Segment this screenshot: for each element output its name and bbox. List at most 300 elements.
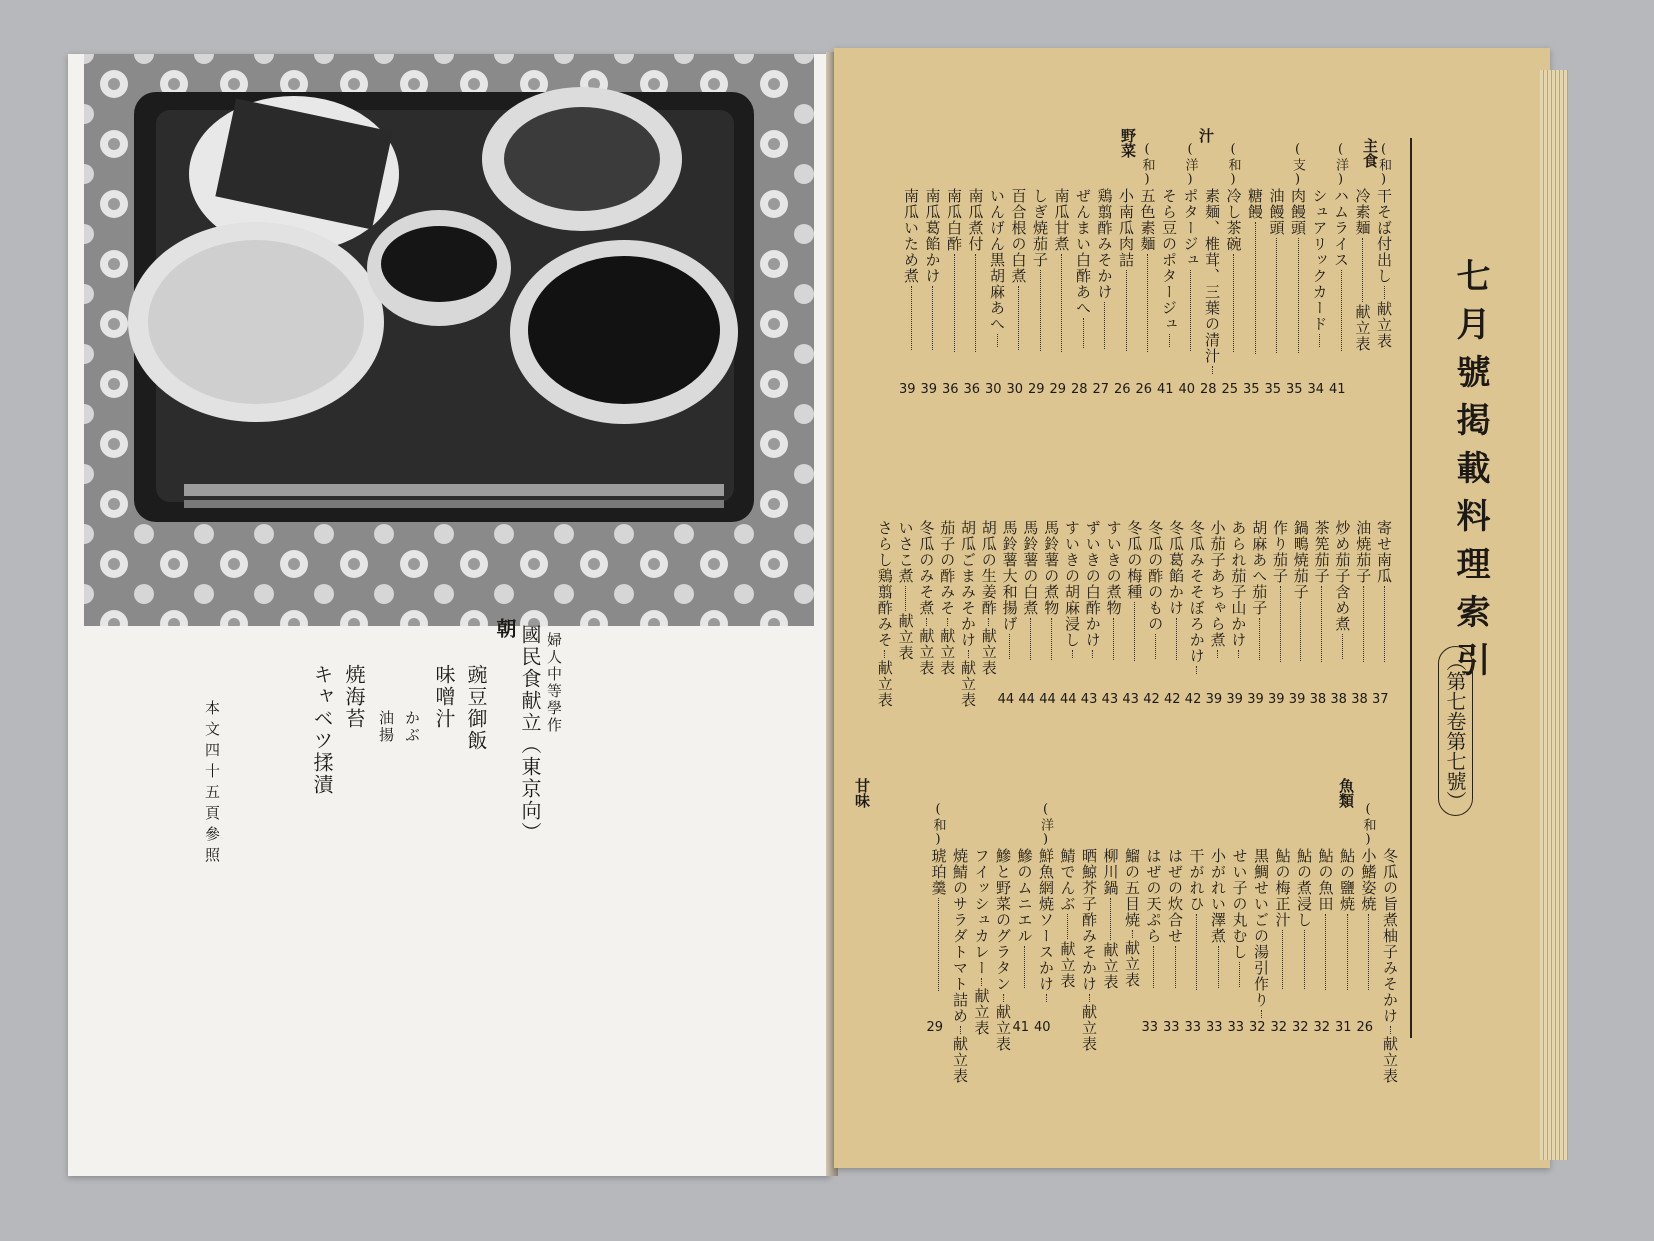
entry-page-number: 39 <box>920 382 938 397</box>
entry-page-number: 38 <box>1309 692 1327 707</box>
entry-dish-name: 鯖でんぶ <box>1058 848 1077 912</box>
index-entry <box>1052 188 1073 378</box>
entry-dish-name: 小鰭姿焼 <box>1359 848 1378 912</box>
index-entry <box>950 848 971 1084</box>
entry-page-number: 28 <box>1071 382 1088 397</box>
entry-dish-name: 鮎の魚田 <box>1316 848 1335 912</box>
entry-dish-name: しぎ焼茄子 <box>1031 188 1049 268</box>
entry-dish-name: 干がれひ <box>1187 848 1206 912</box>
index-entry <box>901 188 922 378</box>
entry-leader-dots <box>1155 634 1156 659</box>
entry-leader-dots <box>1051 618 1052 660</box>
entry-page-number: 33 <box>1163 1020 1180 1035</box>
entry-dish-name: 肉饅頭 <box>1289 188 1307 236</box>
entry-menu-ref: 献立表 <box>1353 304 1372 352</box>
entry-page-number: 32 <box>1249 1020 1266 1035</box>
entry-dish-name: 柳川鍋 <box>1101 848 1120 896</box>
entry-menu-ref: 献立表 <box>1381 1036 1399 1084</box>
entry-dish-name: フイッシュカレー <box>972 848 991 976</box>
entry-menu-ref: 献立表 <box>1058 941 1077 989</box>
entry-leader-dots <box>1092 650 1093 658</box>
entry-page-number: 29 <box>926 1020 944 1035</box>
entry-dish-name: はぜの炊合せ <box>1166 848 1184 944</box>
entry-page-number: 36 <box>942 382 959 397</box>
entry-leader-dots <box>947 618 948 626</box>
index-entry <box>1124 520 1145 688</box>
entry-dish-name: 鰺と野菜のグラタン <box>994 848 1012 992</box>
entry-leader-dots <box>1238 650 1239 658</box>
entry-page-number: 32 <box>1292 1020 1309 1035</box>
entry-page-number: 39 <box>899 382 916 397</box>
entry-leader-dots <box>1067 914 1068 939</box>
index-entry <box>1165 848 1186 1016</box>
entry-dish-name: 冬瓜の酢のもの <box>1146 520 1165 632</box>
menu-item: キャベツ揉漬 <box>310 664 334 796</box>
entry-leader-dots <box>1218 946 1219 988</box>
entry-leader-dots <box>1061 254 1062 352</box>
index-entry <box>1187 848 1208 1016</box>
entry-dish-name: 胡麻あへ茄子 <box>1250 520 1269 616</box>
entry-dish-name: 南瓜甘煮 <box>1052 188 1071 252</box>
index-entry <box>1224 188 1245 378</box>
index-entry <box>1267 188 1288 378</box>
index-entry <box>1291 520 1312 688</box>
index-entry <box>1331 188 1352 378</box>
entry-dish-name: せい子の丸むし <box>1230 848 1249 960</box>
entry-dish-name: 馬鈴薯の煮物 <box>1042 520 1061 616</box>
entry-leader-dots <box>1217 650 1218 658</box>
index-entry <box>1030 188 1051 378</box>
entry-leader-dots <box>1239 962 1240 987</box>
entry-dish-name: 寄せ南瓜 <box>1375 520 1393 584</box>
index-entry <box>923 188 944 378</box>
entry-page-number: 30 <box>985 382 1002 397</box>
index-entry <box>1083 520 1104 688</box>
entry-dish-name: すいきの胡麻浸し <box>1063 520 1081 648</box>
entry-dish-name: いさこ煮 <box>896 520 915 584</box>
menu-item: 焼海苔 <box>342 664 366 730</box>
index-entry <box>1000 520 1021 688</box>
entry-menu-ref: 献立表 <box>938 628 957 676</box>
entry-menu-ref: 献立表 <box>896 613 915 661</box>
left-page <box>68 54 830 1176</box>
entry-style-label: (洋) <box>1333 142 1348 188</box>
entry-dish-name: 鶏翦酢みそかけ <box>1095 188 1114 300</box>
entry-leader-dots <box>932 286 933 350</box>
menu-item: かぶ <box>403 710 421 744</box>
index-entry <box>937 520 958 688</box>
index-entry <box>896 520 917 688</box>
entry-page-number: 39 <box>1268 692 1285 707</box>
entry-dish-name: 黒鯛せいごの湯引作り <box>1252 848 1270 1008</box>
entry-leader-dots <box>1384 586 1385 662</box>
entry-style-label: (和) <box>1360 802 1376 848</box>
menu-author: 婦人中等學作 <box>545 632 563 734</box>
entry-dish-name: ハムライス <box>1332 188 1350 268</box>
index-entry <box>1095 188 1116 378</box>
entry-leader-dots <box>1196 666 1197 674</box>
entry-dish-name: 冬瓜のみそ煮 <box>917 520 936 616</box>
entry-leader-dots <box>1113 618 1114 660</box>
entry-leader-dots <box>1368 914 1369 990</box>
entry-page-number: 25 <box>1221 382 1239 397</box>
index-entry <box>1073 188 1094 378</box>
entry-page-number: 32 <box>1313 1020 1331 1035</box>
entry-dish-name: 干そば付出し <box>1375 188 1393 284</box>
entry-page-number: 39 <box>1288 692 1306 707</box>
index-entry <box>979 520 1000 688</box>
entry-page-number: 41 <box>1012 1020 1030 1035</box>
entry-menu-ref: 献立表 <box>972 988 991 1036</box>
entry-style-label: (和) <box>930 802 946 848</box>
entry-leader-dots <box>1126 270 1127 351</box>
entry-leader-dots <box>1321 586 1322 662</box>
index-entry <box>1058 848 1079 1016</box>
entry-dish-name: 冷素麺 <box>1353 188 1372 236</box>
title-rule <box>1410 138 1412 1038</box>
index-entry <box>1374 188 1395 378</box>
entry-leader-dots <box>1175 946 1176 988</box>
entry-dish-name: 南瓜白酢 <box>945 188 963 252</box>
entry-page-number: 33 <box>1184 1020 1202 1035</box>
index-entry <box>1380 848 1401 1084</box>
entry-leader-dots <box>1083 318 1084 348</box>
section-label-sweets: 甘味 <box>853 778 871 808</box>
index-entry <box>993 848 1014 1052</box>
entry-dish-name: 南瓜煮付 <box>966 188 985 252</box>
entry-leader-dots <box>1259 618 1260 660</box>
entry-page-number: 43 <box>1101 692 1119 707</box>
entry-leader-dots <box>1030 618 1031 660</box>
entry-dish-name: 油饅頭 <box>1267 188 1286 236</box>
entry-dish-name: 焼鯖のサラダトマト詰め <box>951 848 969 1024</box>
entry-dish-name: 鮮魚網焼ソースかけ <box>1037 848 1055 992</box>
menu-title: 國民食献立（東京向） <box>518 624 542 844</box>
entry-dish-name: 作り茄子 <box>1271 520 1289 584</box>
entry-dish-name: そら豆のポタージュ <box>1160 188 1178 332</box>
entry-dish-name: 鮎の鹽焼 <box>1338 848 1356 912</box>
entry-page-number: 37 <box>1372 692 1389 707</box>
entry-leader-dots <box>1018 286 1019 350</box>
entry-page-number: 44 <box>1060 692 1077 707</box>
entry-page-number: 43 <box>1122 692 1139 707</box>
entry-leader-dots <box>960 1026 961 1034</box>
entry-leader-dots <box>1298 238 1299 353</box>
section-label-soup: 汁 <box>1197 128 1215 143</box>
index-entry <box>1270 520 1291 688</box>
index-entry <box>1312 520 1333 688</box>
entry-menu-ref: 献立表 <box>1080 1004 1098 1052</box>
entry-leader-dots <box>988 618 989 626</box>
entry-page-number: 40 <box>1034 1020 1051 1035</box>
menu-item: 味噌汁 <box>432 664 456 730</box>
entry-dish-name: 小茄子あちゃら煮 <box>1208 520 1227 648</box>
entry-leader-dots <box>1282 930 1283 989</box>
entry-menu-ref: 献立表 <box>994 1004 1012 1052</box>
entry-page-number: 43 <box>1080 692 1098 707</box>
entry-page-number: 28 <box>1200 382 1217 397</box>
entry-leader-dots <box>1300 602 1301 661</box>
index-entry <box>875 520 896 708</box>
entry-page-number: 42 <box>1164 692 1181 707</box>
entry-style-label: (支) <box>1290 142 1305 188</box>
entry-dish-name: 冷し茶碗 <box>1224 188 1243 252</box>
index-entry <box>958 520 979 708</box>
entry-page-number: 44 <box>1018 692 1035 707</box>
entry-leader-dots <box>1046 994 1047 1002</box>
entry-dish-name: ぜんまい白酢あへ <box>1074 188 1092 316</box>
index-entry <box>1187 520 1208 688</box>
section-label-staple: 主食 <box>1361 138 1379 168</box>
entry-menu-ref: 献立表 <box>1375 301 1393 349</box>
entry-style-label: (和) <box>1225 142 1241 188</box>
entry-dish-name: 茄子の酢みそ <box>938 520 957 616</box>
entry-leader-dots <box>1280 586 1281 662</box>
index-entry <box>1251 848 1272 1016</box>
entry-dish-name: 胡瓜ごまみそかけ <box>959 520 977 648</box>
index-entry <box>1009 188 1030 378</box>
entry-leader-dots <box>1362 238 1363 302</box>
section-label-vegetables: 野菜 <box>1119 128 1137 158</box>
index-entry <box>1116 188 1137 378</box>
index-entry <box>1208 520 1229 688</box>
index-entry <box>1288 188 1309 378</box>
entry-dish-name: 小がれい澤煮 <box>1209 848 1227 944</box>
entry-leader-dots <box>1190 270 1191 351</box>
entry-dish-name: 小南瓜肉詰 <box>1117 188 1135 268</box>
entry-dish-name: 鍋鴫焼茄子 <box>1291 520 1310 600</box>
entry-leader-dots <box>884 650 885 658</box>
entry-dish-name: 馬鈴薯大和揚げ <box>1000 520 1019 632</box>
menu-item: 豌豆御飯 <box>464 664 488 752</box>
entry-leader-dots <box>997 334 998 347</box>
entry-leader-dots <box>968 650 969 658</box>
page-reference: 本文四十五頁參照 <box>203 700 221 868</box>
entry-leader-dots <box>1363 586 1364 662</box>
entry-leader-dots <box>926 618 927 626</box>
entry-page-number: 41 <box>1329 382 1346 397</box>
entry-page-number: 27 <box>1092 382 1110 397</box>
entry-page-number: 35 <box>1286 382 1303 397</box>
index-entry <box>987 188 1008 378</box>
entry-leader-dots <box>1233 254 1234 352</box>
entry-leader-dots <box>1255 222 1256 354</box>
right-page <box>834 48 1550 1168</box>
entry-leader-dots <box>1261 1010 1262 1018</box>
entry-leader-dots <box>1212 366 1213 374</box>
entry-leader-dots <box>938 898 939 991</box>
entry-page-number: 33 <box>1206 1020 1223 1035</box>
entry-page-number: 36 <box>963 382 981 397</box>
entry-page-number: 26 <box>1114 382 1131 397</box>
entry-page-number: 41 <box>1157 382 1174 397</box>
index-entry <box>1036 848 1057 1016</box>
entry-leader-dots <box>1040 270 1041 351</box>
index-entry <box>1353 188 1374 378</box>
entry-page-number: 32 <box>1270 1020 1288 1035</box>
entry-dish-name: 鰺のムニエル <box>1015 848 1034 944</box>
entry-leader-dots <box>1390 1026 1391 1034</box>
entry-dish-name: あられ茄子山かけ <box>1229 520 1248 648</box>
entry-page-number: 29 <box>1049 382 1067 397</box>
index-entry <box>1015 848 1036 1016</box>
entry-page-number: 26 <box>1135 382 1153 397</box>
entry-page-number: 29 <box>1028 382 1045 397</box>
entry-dish-name: 冬瓜みそそぼろかけ <box>1187 520 1206 664</box>
page-stack-edge <box>1540 70 1568 1160</box>
entry-menu-ref: 献立表 <box>979 628 998 676</box>
index-entry <box>1228 520 1249 688</box>
index-entry <box>1101 848 1122 1016</box>
index-entry <box>966 188 987 378</box>
entry-dish-name: 南瓜いため煮 <box>902 188 920 284</box>
entry-dish-name: 糖饅 <box>1246 188 1264 220</box>
index-entry <box>1159 188 1180 378</box>
index-entry <box>1062 520 1083 688</box>
entry-leader-dots <box>1024 946 1025 988</box>
index-entry <box>944 188 965 378</box>
entry-dish-name: ポタージュ <box>1181 188 1200 268</box>
entry-page-number: 38 <box>1351 692 1368 707</box>
entry-leader-dots <box>1319 334 1320 347</box>
index-entry <box>1166 520 1187 688</box>
entry-leader-dots <box>1104 302 1105 349</box>
entry-page-number: 39 <box>1247 692 1264 707</box>
entry-dish-name: 百合根の白煮 <box>1009 188 1028 284</box>
entry-leader-dots <box>1169 334 1170 347</box>
entry-leader-dots <box>1003 994 1004 1002</box>
entry-dish-name: 冬瓜葛餡かけ <box>1167 520 1185 616</box>
entry-leader-dots <box>1341 270 1342 351</box>
index-entry <box>1273 848 1294 1016</box>
index-entry <box>1245 188 1266 378</box>
index-entry <box>1230 848 1251 1016</box>
volume-badge: （第七卷第七號） <box>1438 646 1473 816</box>
entry-page-number: 39 <box>1205 692 1223 707</box>
entry-leader-dots <box>1072 650 1073 658</box>
entry-dish-name: さらし鶏翦酢みそ <box>875 520 894 648</box>
entry-leader-dots <box>1110 898 1111 940</box>
entry-page-number: 44 <box>1039 692 1056 707</box>
entry-dish-name: 茶筅茄子 <box>1312 520 1331 584</box>
entry-page-number: 38 <box>1330 692 1347 707</box>
entry-leader-dots <box>1153 946 1154 988</box>
food-photo <box>84 54 814 626</box>
index-entry <box>1181 188 1202 378</box>
index-entry <box>1310 188 1331 378</box>
entry-style-label: (洋) <box>1038 802 1053 848</box>
entry-menu-ref: 献立表 <box>951 1036 969 1084</box>
entry-dish-name: いんげん黒胡麻あへ <box>988 188 1006 332</box>
index-entry <box>1202 188 1223 378</box>
index-entry <box>1374 520 1395 688</box>
menu-item: 油揚 <box>377 710 395 744</box>
entry-dish-name: 鮎の梅正汁 <box>1273 848 1292 928</box>
index-entry <box>1104 520 1125 688</box>
entry-page-number: 31 <box>1335 1020 1352 1035</box>
entry-dish-name: 琥珀羹 <box>929 848 948 896</box>
entry-leader-dots <box>1009 634 1010 659</box>
index-entry <box>929 848 950 1016</box>
entry-dish-name: 素麺、椎茸、三葉の清汁 <box>1203 188 1221 364</box>
entry-dish-name: 馬鈴薯の白煮 <box>1021 520 1040 616</box>
index-entry <box>1144 848 1165 1016</box>
entry-leader-dots <box>1304 930 1305 989</box>
entry-dish-name: シュアリックカード <box>1310 188 1329 332</box>
index-entry <box>916 520 937 688</box>
entry-page-number: 42 <box>1143 692 1160 707</box>
entry-leader-dots <box>954 254 955 352</box>
entry-dish-name: 冬瓜の梅種 <box>1125 520 1144 600</box>
entry-leader-dots <box>1089 994 1090 1002</box>
index-entry <box>1337 848 1358 1016</box>
entry-style-label: (洋) <box>1182 142 1198 188</box>
entry-leader-dots <box>911 286 912 350</box>
entry-page-number: 39 <box>1226 692 1243 707</box>
entry-style-label: (和) <box>1139 142 1155 188</box>
entry-dish-name: 胡瓜の生姜酢 <box>979 520 998 616</box>
entry-dish-name: 炒め茄子含め煮 <box>1333 520 1352 632</box>
index-entry <box>1294 848 1315 1016</box>
entry-page-number: 30 <box>1006 382 1024 397</box>
entry-menu-ref: 献立表 <box>959 660 977 708</box>
entry-dish-name: 油焼茄子 <box>1354 520 1373 584</box>
entry-leader-dots <box>981 978 982 986</box>
entry-dish-name: ずいきの白酢かけ <box>1083 520 1102 648</box>
entry-page-number: 44 <box>997 692 1015 707</box>
index-entry <box>1249 520 1270 688</box>
index-entry <box>1353 520 1374 688</box>
food-tray-image <box>84 54 814 626</box>
index-entry <box>1208 848 1229 1016</box>
entry-dish-name: 晒鯨芥子酢みそかけ <box>1080 848 1098 992</box>
entry-page-number: 35 <box>1243 382 1260 397</box>
entry-leader-dots <box>975 254 976 352</box>
index-entry <box>1020 520 1041 688</box>
menu-meal: 朝 <box>493 618 517 640</box>
entry-leader-dots <box>1276 238 1277 353</box>
entry-dish-name: 五色素麺 <box>1138 188 1157 252</box>
index-entry <box>1138 188 1159 378</box>
entry-style-label: (和) <box>1376 142 1391 188</box>
entry-leader-dots <box>1176 618 1177 660</box>
entry-page-number: 40 <box>1178 382 1196 397</box>
entry-leader-dots <box>905 586 906 611</box>
section-label-fish: 魚類 <box>1337 778 1355 808</box>
entry-menu-ref: 献立表 <box>875 660 894 708</box>
entry-leader-dots <box>1325 914 1326 990</box>
entry-dish-name: はぜの天ぷら <box>1144 848 1163 944</box>
index-entry <box>1145 520 1166 688</box>
entry-page-number: 42 <box>1184 692 1202 707</box>
index-entry <box>1041 520 1062 688</box>
index-title: 七月號掲載料理索引 <box>1450 258 1490 690</box>
entry-page-number: 34 <box>1307 382 1325 397</box>
index-entry <box>972 848 993 1036</box>
entry-menu-ref: 献立表 <box>1123 940 1141 988</box>
index-entry <box>1332 520 1353 688</box>
index-entry <box>1359 848 1380 1016</box>
entry-leader-dots <box>1342 634 1343 659</box>
entry-menu-ref: 献立表 <box>917 628 936 676</box>
entry-dish-name: すいきの煮物 <box>1104 520 1123 616</box>
entry-dish-name: 鮎の煮浸し <box>1295 848 1313 928</box>
entry-page-number: 26 <box>1356 1020 1374 1035</box>
entry-page-number: 35 <box>1264 382 1282 397</box>
entry-leader-dots <box>1134 602 1135 661</box>
index-entry <box>1316 848 1337 1016</box>
entry-leader-dots <box>1347 914 1348 990</box>
